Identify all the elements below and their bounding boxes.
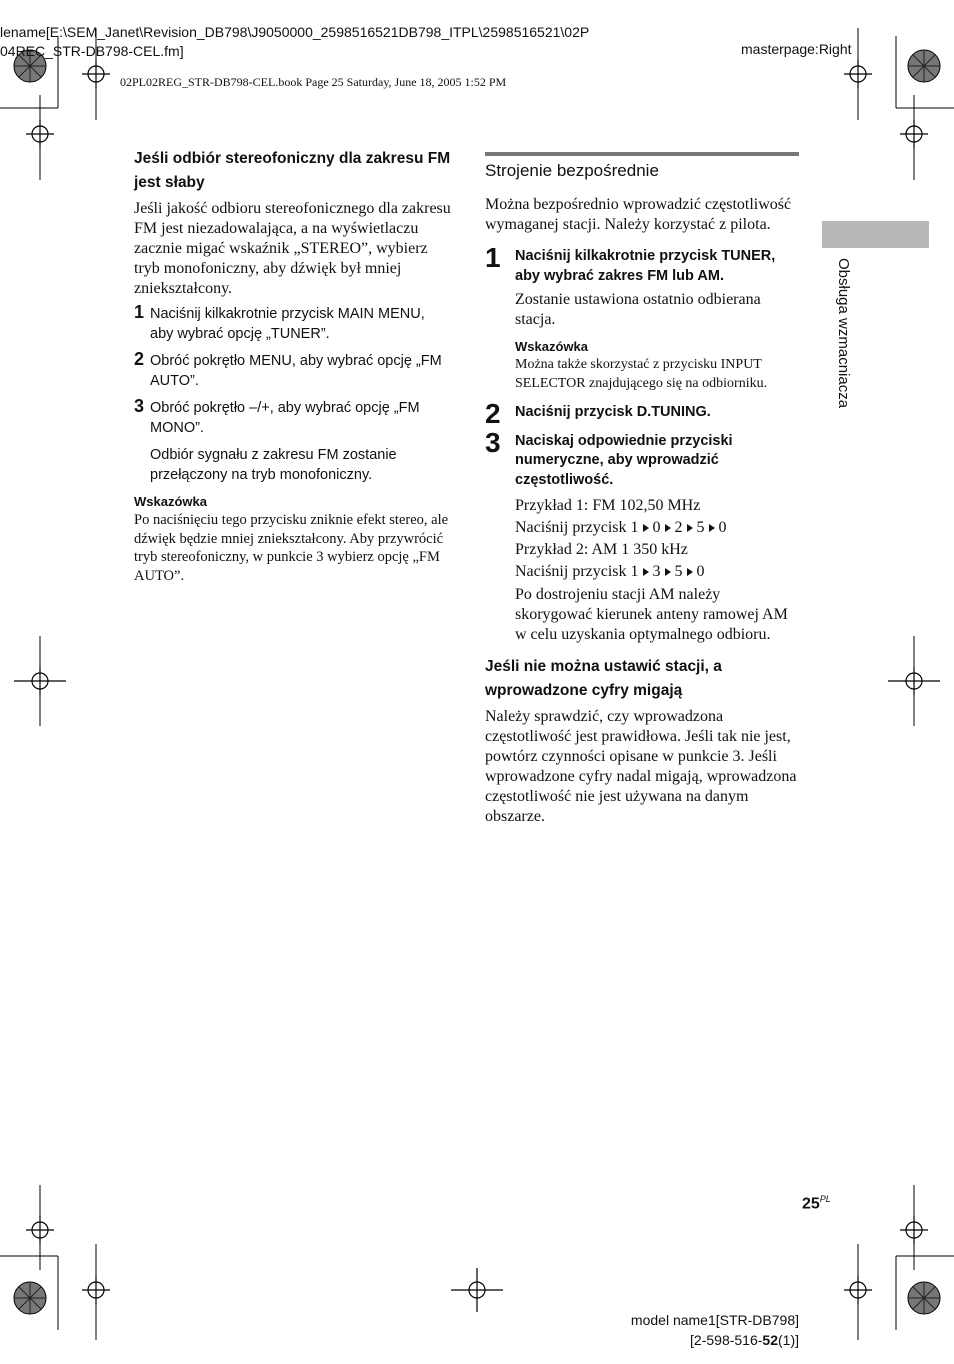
heading-rule xyxy=(485,152,799,156)
step-number: 3 xyxy=(134,396,145,416)
key-sequence xyxy=(631,519,727,536)
key-digit: 3 xyxy=(652,563,661,580)
right-tip-heading: Wskazówka xyxy=(515,339,588,354)
left-tip-heading: Wskazówka xyxy=(134,494,207,509)
am-note: Po dostrojeniu stacji AM należy skorygować kierunek anteny ramowej AM w celu uzyskania optymalnego odbioru. xyxy=(515,586,788,643)
section-tab-label: Obsługa wzmacniacza xyxy=(835,258,852,409)
right-step-2 xyxy=(485,398,801,429)
step-text: Naciśnij kilkakrotnie przycisk MAIN MENU, aby wybrać opcję „TUNER”. xyxy=(150,306,425,342)
step-number: 2 xyxy=(485,398,501,429)
right-tip-text: Można także skorzystać z przycisku INPUT SELECTOR znajdującego się na odbiorniku. xyxy=(515,357,768,391)
file-path-line2: 04REC_STR-DB798-CEL.fm] xyxy=(0,43,184,59)
key-digit: 0 xyxy=(696,563,705,580)
example-2-keys xyxy=(515,561,801,583)
key-digit: 0 xyxy=(718,519,727,536)
page-number-suffix: PL xyxy=(819,1194,831,1204)
step-text: Obróć pokrętło –/+, aby wybrać opcję „FM MONO”. xyxy=(150,400,420,436)
left-tip-text: Po naciśnięciu tego przycisku zniknie efekt stereo, ale dźwięk będzie mniej zniekształcony. Aby przywrócić tryb stereofoniczny, w punkcie 3 wybierz opcję „FM AUTO”. xyxy=(134,512,449,584)
key-digit: 1 xyxy=(630,519,639,536)
section-tab xyxy=(828,258,852,448)
footer-code xyxy=(631,1330,799,1350)
step-number: 1 xyxy=(485,242,501,273)
key-digit: 5 xyxy=(696,519,705,536)
example-2-label: Przykład 2: AM 1 350 kHz xyxy=(515,541,688,558)
arrow-right-icon xyxy=(665,524,671,532)
footer-code-bold: 52 xyxy=(762,1332,778,1348)
footer-code-prefix: [2-598-516- xyxy=(690,1332,763,1348)
left-step-3 xyxy=(134,396,452,438)
footer-model: model name1[STR-DB798] xyxy=(630,1312,799,1328)
left-step-2 xyxy=(134,349,452,391)
right-heading: Strojenie bezpośrednie xyxy=(485,161,659,180)
right-intro: Można bezpośrednio wprowadzić częstotliwość wymaganej stacji. Należy korzystać z pilota. xyxy=(485,196,792,233)
masterpage-label: masterpage:Right xyxy=(741,41,852,57)
page-number-value: 25 xyxy=(802,1195,820,1213)
step-number: 1 xyxy=(134,302,145,322)
footer-code-suffix: (1)] xyxy=(778,1332,799,1348)
step-number: 2 xyxy=(134,349,145,369)
left-column xyxy=(134,147,452,585)
step-text: Obróć pokrętło MENU, aby wybrać opcję „FM AUTO”. xyxy=(150,353,442,389)
arrow-right-icon xyxy=(709,524,715,532)
key-digit: 5 xyxy=(674,563,683,580)
step-text: Naciśnij kilkakrotnie przycisk TUNER, aby wybrać zakres FM lub AM. xyxy=(515,248,776,284)
arrow-right-icon xyxy=(643,524,649,532)
arrow-right-icon xyxy=(687,524,693,532)
arrow-right-icon xyxy=(643,568,649,576)
example-prefix: Naciśnij przycisk xyxy=(515,519,627,536)
step-number: 3 xyxy=(485,426,501,458)
left-step-1 xyxy=(134,302,452,344)
section-tab-bar xyxy=(822,221,929,248)
right-subheading: Jeśli nie można ustawić stacji, a wprowadzone cyfry migają xyxy=(485,658,722,699)
step-result: Zostanie ustawiona ostatnio odbierana stacja. xyxy=(515,291,761,328)
right-column xyxy=(485,159,801,827)
example-1-keys xyxy=(515,517,801,539)
footer xyxy=(631,1310,799,1350)
left-intro: Jeśli jakość odbioru stereofonicznego dla zakresu FM jest niezadowalająca, a na wyświetlaczu zacznie migać wskaźnik „STEREO”, wybierz tryb monofoniczny, aby dźwięk był mniej zniekształcony. xyxy=(134,200,451,297)
right-step-1 xyxy=(485,242,801,393)
key-sequence xyxy=(631,563,705,580)
step-text: Naciśnij przycisk D.TUNING. xyxy=(515,404,711,420)
page-number xyxy=(802,1194,831,1213)
arrow-right-icon xyxy=(665,568,671,576)
arrow-right-icon xyxy=(687,568,693,576)
left-heading: Jeśli odbiór stereofoniczny dla zakresu FM jest słaby xyxy=(134,150,451,191)
key-digit: 1 xyxy=(630,563,639,580)
right-subtext: Należy sprawdzić, czy wprowadzona częstotliwość jest prawidłowa. Jeśli tak nie jest, powtórz czynności opisane w punkcie 3. Jeśli wprowadzone cyfry nadal migają, wprowadzona częstotliwość nie jest używana na danym obszarze. xyxy=(485,708,797,825)
key-digit: 2 xyxy=(674,519,683,536)
left-result: Odbiór sygnału z zakresu FM zostanie przełączony na tryb monofoniczny. xyxy=(150,447,397,483)
right-step-3 xyxy=(485,426,801,646)
example-1-label: Przykład 1: FM 102,50 MHz xyxy=(515,497,701,514)
book-info: 02PL02REG_STR-DB798-CEL.book Page 25 Saturday, June 18, 2005 1:52 PM xyxy=(120,75,507,89)
file-path-line1: lename[E:\SEM_Janet\Revision_DB798\J9050000_2598516521DB798_ITPL\2598516521\02P xyxy=(0,24,590,40)
example-prefix: Naciśnij przycisk xyxy=(515,563,627,580)
step-text: Naciskaj odpowiednie przyciski numeryczne, aby wprowadzić częstotliwość. xyxy=(515,432,733,488)
key-digit: 0 xyxy=(652,519,661,536)
